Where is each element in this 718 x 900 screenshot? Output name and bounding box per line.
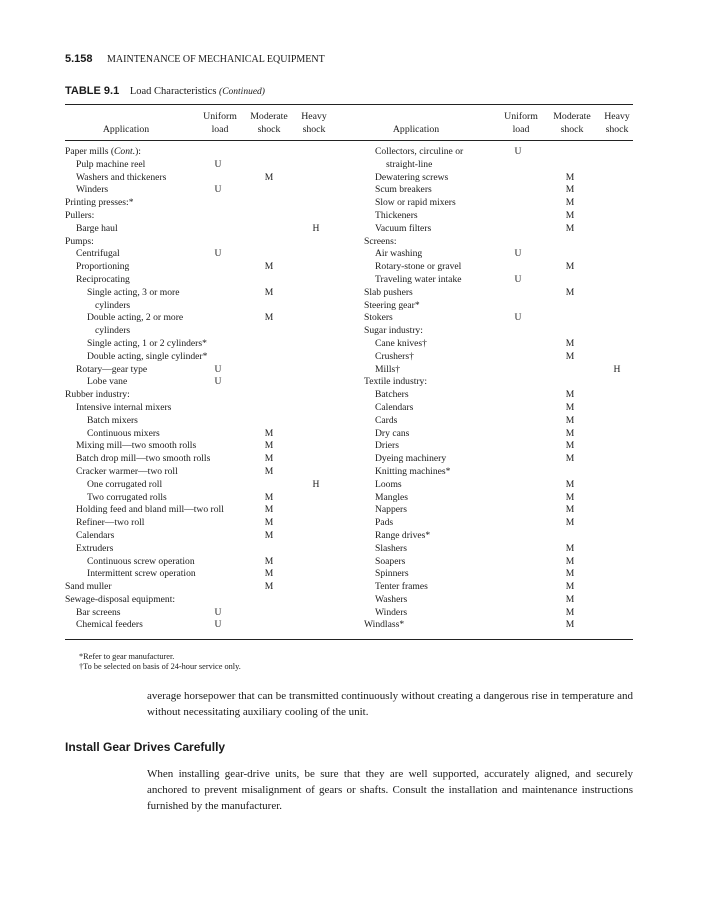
- table-row: [364, 351, 633, 364]
- table-number: TABLE 9.1: [65, 85, 120, 97]
- section-heading: Install Gear Drives Carefully: [65, 740, 226, 754]
- row-label: Rotary-stone or gravel: [375, 261, 462, 273]
- table-row: [65, 504, 338, 517]
- row-label: Lobe vane: [87, 376, 128, 388]
- body-paragraph: When installing gear-drive units, be sure that they are well supported, accurately aligned, and securely anchored to prevent misalignment of gears or shafts. Consult the installation and maintenance instructions furnished by the manufacturer.: [147, 768, 633, 812]
- table-row: [364, 568, 633, 581]
- mark-moderate: M: [565, 414, 575, 426]
- row-label: Steering gear*: [364, 299, 420, 311]
- mark-moderate: M: [264, 453, 274, 465]
- mark-moderate: M: [565, 337, 575, 349]
- mark-moderate: M: [565, 517, 575, 529]
- row-label: Continuous screw operation: [87, 555, 195, 567]
- table-row: [364, 594, 633, 607]
- mark-moderate: M: [565, 491, 575, 503]
- row-label: Bar screens: [76, 606, 121, 618]
- col-head-application-right: [386, 123, 446, 136]
- table-row: [65, 607, 338, 620]
- mark-moderate: M: [565, 478, 575, 490]
- mark-moderate: M: [264, 427, 274, 439]
- table-row: [364, 453, 633, 466]
- table-row: [65, 440, 338, 453]
- row-label: Continuous mixers: [87, 427, 160, 439]
- row-label: Thickeners: [375, 209, 418, 221]
- table-top-rule: [65, 104, 633, 105]
- col-head-application-left: [96, 123, 156, 136]
- mark-moderate: M: [264, 312, 274, 324]
- mark-moderate: M: [565, 568, 575, 580]
- mark-uniform: U: [514, 248, 522, 260]
- table-row: [65, 594, 338, 607]
- col-head-line: Uniform: [504, 111, 538, 122]
- table-row: [364, 146, 633, 159]
- row-label: Extruders: [76, 542, 114, 554]
- row-label: Spinners: [375, 568, 409, 580]
- table-row: [364, 479, 633, 492]
- table-row: [65, 415, 338, 428]
- table-row: [65, 530, 338, 543]
- row-label: Tenter frames: [375, 581, 428, 593]
- mark-uniform: U: [514, 273, 522, 285]
- table-footnotes: [79, 652, 241, 672]
- mark-moderate: M: [565, 389, 575, 401]
- table-right-column: [364, 146, 633, 632]
- mark-moderate: M: [264, 568, 274, 580]
- mark-moderate: M: [264, 171, 274, 183]
- table-row: [364, 466, 633, 479]
- table-row: [65, 351, 338, 364]
- mark-moderate: M: [264, 261, 274, 273]
- table-bottom-rule: [65, 639, 633, 640]
- mark-moderate: M: [565, 593, 575, 605]
- row-label: Washers and thickeners: [76, 171, 167, 183]
- row-label: Single acting, 1 or 2 cylinders*: [87, 337, 207, 349]
- row-label: Rubber industry:: [65, 389, 130, 401]
- table-row: [65, 568, 338, 581]
- table-continued: (Continued): [219, 87, 265, 97]
- mark-moderate: M: [264, 491, 274, 503]
- table-row: [364, 543, 633, 556]
- row-label: Paper mills (Cont.):: [65, 146, 141, 157]
- row-label: Mangles: [375, 491, 409, 503]
- table-row: [65, 479, 338, 492]
- row-label: Pads: [375, 517, 394, 529]
- row-label: Knitting machines*: [375, 465, 451, 477]
- table-row: [65, 581, 338, 594]
- row-label: Cards: [375, 414, 398, 426]
- table-row: [364, 312, 633, 325]
- mark-moderate: M: [264, 581, 274, 593]
- row-label: Collectors, circuline or: [375, 146, 464, 157]
- mark-moderate: M: [565, 401, 575, 413]
- table-row: [65, 325, 338, 338]
- row-label: Looms: [375, 478, 402, 490]
- mark-moderate: M: [565, 261, 575, 273]
- table-row: [364, 619, 633, 632]
- row-label: Printing presses:*: [65, 197, 134, 209]
- row-label: Sewage-disposal equipment:: [65, 593, 176, 605]
- col-head-line: shock: [257, 124, 281, 135]
- mark-heavy: H: [312, 222, 320, 234]
- row-label: Soapers: [375, 555, 406, 567]
- row-label: Calendars: [76, 529, 115, 541]
- row-label: Cane knives†: [375, 337, 427, 349]
- col-head-line: load: [211, 124, 229, 135]
- col-head-moderate-left: [244, 110, 294, 136]
- row-label: Rotary—gear type: [76, 363, 148, 375]
- row-label: Holding feed and bland mill—two roll: [76, 504, 224, 516]
- mark-uniform: U: [514, 146, 522, 157]
- table-row: [364, 607, 633, 620]
- table-row: [65, 466, 338, 479]
- table-row: [364, 376, 633, 389]
- table-row: [65, 492, 338, 505]
- table-row: [65, 402, 338, 415]
- table-row: [65, 312, 338, 325]
- col-head-heavy-right: [599, 110, 635, 136]
- row-label: Dewatering screws: [375, 171, 449, 183]
- row-label: Mills†: [375, 363, 401, 375]
- row-label: Calendars: [375, 401, 414, 413]
- table-row: [364, 223, 633, 236]
- mark-uniform: U: [214, 376, 222, 388]
- mark-moderate: M: [565, 453, 575, 465]
- running-header: [65, 53, 325, 65]
- table-row: [364, 172, 633, 185]
- mark-moderate: M: [565, 222, 575, 234]
- mark-moderate: M: [264, 504, 274, 516]
- col-head-label: Application: [102, 124, 150, 135]
- mark-moderate: M: [264, 555, 274, 567]
- table-row: [364, 364, 633, 377]
- row-label: Stokers: [364, 312, 393, 324]
- mark-moderate: M: [565, 555, 575, 567]
- col-head-line: Heavy: [301, 111, 327, 122]
- row-label: Sand muller: [65, 581, 112, 593]
- table-row: [364, 530, 633, 543]
- mark-moderate: M: [565, 184, 575, 196]
- row-label: Crushers†: [375, 350, 414, 362]
- table-row: [65, 619, 338, 632]
- table-caption: [65, 85, 265, 97]
- table-row: [364, 492, 633, 505]
- col-head-line: Moderate: [250, 111, 288, 122]
- row-label: Washers: [375, 593, 408, 605]
- table-row: [364, 274, 633, 287]
- table-row: [65, 453, 338, 466]
- table-row: [364, 338, 633, 351]
- mark-moderate: M: [565, 197, 575, 209]
- row-label: Barge haul: [76, 222, 118, 234]
- table-row: [364, 428, 633, 441]
- table-row: [65, 517, 338, 530]
- row-label: Dyeing machinery: [375, 453, 447, 465]
- table-row: [364, 440, 633, 453]
- row-label: Slab pushers: [364, 286, 413, 298]
- table-row: [364, 287, 633, 300]
- mark-uniform: U: [214, 184, 222, 196]
- mark-moderate: M: [565, 606, 575, 618]
- table-row: [65, 210, 338, 223]
- col-head-line: shock: [605, 124, 629, 135]
- row-label: Nappers: [375, 504, 407, 516]
- col-head-heavy-left: [296, 110, 332, 136]
- row-label: Range drives*: [375, 529, 431, 541]
- mark-heavy: H: [613, 363, 621, 375]
- row-label: Proportioning: [76, 261, 130, 273]
- mark-uniform: U: [214, 619, 222, 631]
- table-row: [65, 184, 338, 197]
- table-row: [65, 543, 338, 556]
- table-row: [65, 159, 338, 172]
- mark-uniform: U: [214, 606, 222, 618]
- table-row: [364, 325, 633, 338]
- row-label: straight-line: [386, 158, 433, 170]
- table-row: [65, 428, 338, 441]
- row-label: Slow or rapid mixers: [375, 197, 456, 209]
- row-label: Cracker warmer—two roll: [76, 465, 178, 477]
- row-label: Refiner—two roll: [76, 517, 145, 529]
- col-head-line: shock: [302, 124, 326, 135]
- row-label: Scum breakers: [375, 184, 432, 196]
- row-label: Slashers: [375, 542, 407, 554]
- row-label: Reciprocating: [76, 273, 130, 285]
- row-label: Intermittent screw operation: [87, 568, 196, 580]
- mark-moderate: M: [264, 440, 274, 452]
- table-row: [65, 261, 338, 274]
- mark-moderate: M: [565, 581, 575, 593]
- table-row: [364, 300, 633, 313]
- table-row: [65, 338, 338, 351]
- table-row: [364, 581, 633, 594]
- row-label: Batch drop mill—two smooth rolls: [76, 453, 211, 465]
- row-label: Dry cans: [375, 427, 410, 439]
- footnote: †To be selected on basis of 24-hour service only.: [79, 662, 241, 671]
- col-head-moderate-right: [547, 110, 597, 136]
- col-head-line: load: [512, 124, 530, 135]
- mark-moderate: M: [264, 517, 274, 529]
- mark-moderate: M: [565, 171, 575, 183]
- row-label: Windlass*: [364, 619, 405, 631]
- table-row: [65, 389, 338, 402]
- mark-heavy: H: [312, 478, 320, 490]
- row-label: Double acting, 2 or more: [87, 312, 184, 324]
- row-label: Pulp machine reel: [76, 158, 146, 170]
- table-row: [364, 159, 633, 172]
- mark-uniform: U: [214, 158, 222, 170]
- table-row: [364, 184, 633, 197]
- running-title: MAINTENANCE OF MECHANICAL EQUIPMENT: [107, 54, 325, 65]
- table-row: [65, 300, 338, 313]
- row-label: Centrifugal: [76, 248, 120, 260]
- table-row: [364, 389, 633, 402]
- mark-moderate: M: [264, 465, 274, 477]
- mark-moderate: M: [264, 286, 274, 298]
- table-row: [364, 248, 633, 261]
- mark-moderate: M: [565, 504, 575, 516]
- row-label: Winders: [76, 184, 109, 196]
- col-head-label: Application: [392, 124, 440, 135]
- table-row: [364, 504, 633, 517]
- table-row: [364, 517, 633, 530]
- table-row: [364, 210, 633, 223]
- mark-uniform: U: [214, 363, 222, 375]
- table-row: [65, 376, 338, 389]
- row-label: cylinders: [95, 325, 131, 337]
- table-row: [364, 556, 633, 569]
- row-label: Double acting, single cylinder*: [87, 350, 208, 362]
- body-paragraph: average horsepower that can be transmitted continuously without creating a dangerous rise in temperature and without necessitating auxiliary cooling of the unit.: [147, 690, 633, 718]
- table-row: [364, 402, 633, 415]
- table-row: [65, 274, 338, 287]
- table-row: [65, 146, 338, 159]
- table-row: [65, 236, 338, 249]
- row-label: Pullers:: [65, 209, 95, 221]
- table-row: [364, 415, 633, 428]
- table-row: [65, 556, 338, 569]
- table-row: [65, 197, 338, 210]
- table-row: [65, 364, 338, 377]
- table-title: Load Characteristics: [129, 86, 217, 97]
- row-label: Vacuum filters: [375, 222, 432, 234]
- page-number: 5.158: [65, 53, 93, 65]
- mark-moderate: M: [565, 286, 575, 298]
- mark-uniform: U: [514, 312, 522, 324]
- row-label: Single acting, 3 or more: [87, 286, 180, 298]
- footnote: *Refer to gear manufacturer.: [79, 652, 175, 661]
- row-label: Pumps:: [65, 235, 94, 247]
- row-label: cylinders: [95, 299, 131, 311]
- row-label: Chemical feeders: [76, 619, 143, 631]
- col-head-line: Moderate: [553, 111, 591, 122]
- row-label: Sugar industry:: [364, 325, 423, 337]
- row-label: Textile industry:: [364, 376, 428, 388]
- row-label: Two corrugated rolls: [87, 491, 167, 503]
- row-label: Mixing mill—two smooth rolls: [76, 440, 197, 452]
- mark-moderate: M: [565, 350, 575, 362]
- mark-moderate: M: [565, 619, 575, 631]
- table-header-rule: [65, 140, 633, 141]
- mark-moderate: M: [565, 542, 575, 554]
- row-label: Batchers: [375, 389, 409, 401]
- row-label: Driers: [375, 440, 399, 452]
- col-head-line: shock: [560, 124, 584, 135]
- col-head-line: Uniform: [203, 111, 237, 122]
- mark-moderate: M: [565, 427, 575, 439]
- row-label: Traveling water intake: [375, 273, 462, 285]
- table-row: [364, 236, 633, 249]
- row-label: Screens:: [364, 235, 397, 247]
- col-head-line: Heavy: [604, 111, 630, 122]
- mark-uniform: U: [214, 248, 222, 260]
- table-row: [65, 172, 338, 185]
- col-head-uniform-right: [498, 110, 544, 136]
- row-label: One corrugated roll: [87, 478, 163, 490]
- mark-moderate: M: [565, 209, 575, 221]
- row-label: Air washing: [375, 248, 423, 260]
- table-row: [364, 197, 633, 210]
- table-row: [65, 287, 338, 300]
- col-head-uniform-left: [198, 110, 242, 136]
- row-label: Winders: [375, 606, 408, 618]
- table-row: [65, 248, 338, 261]
- mark-moderate: M: [264, 529, 274, 541]
- table-left-column: [65, 146, 338, 632]
- row-label: Intensive internal mixers: [76, 401, 172, 413]
- row-label: Batch mixers: [87, 414, 138, 426]
- table-row: [65, 223, 338, 236]
- mark-moderate: M: [565, 440, 575, 452]
- table-row: [364, 261, 633, 274]
